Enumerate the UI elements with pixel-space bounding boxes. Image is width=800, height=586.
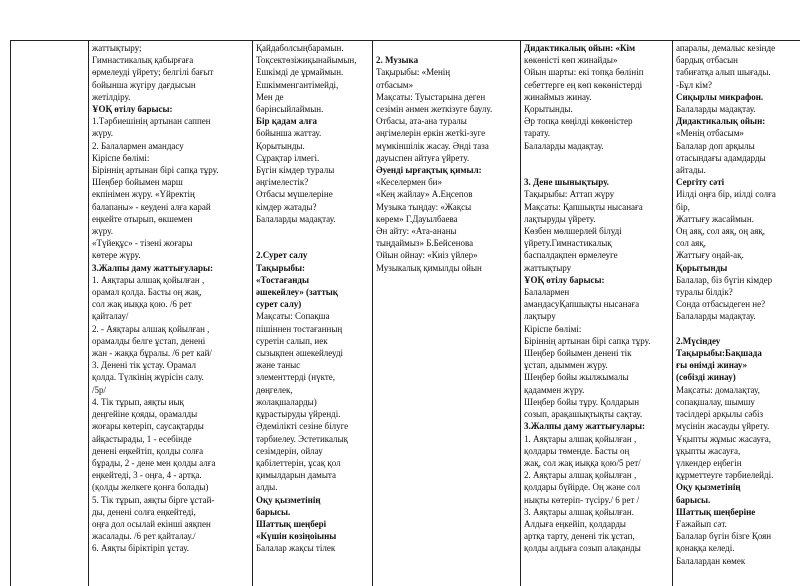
text-line: мүсінін жасауды үйрету.	[676, 421, 770, 432]
text-line: тарату.	[524, 128, 550, 139]
text-line: Жаттығу оңай-ақ.	[676, 250, 744, 261]
text-line: Балалардан көмек	[676, 555, 746, 566]
text-line: көрем» Г.Дауылбаева	[376, 213, 458, 224]
text-line: Шеңбер бойы жылжымалы	[524, 372, 629, 383]
text-line: 3. Денені тік ұстау. Орамал	[92, 360, 197, 371]
column-1	[89, 41, 253, 586]
text-line: жаттықтыру;	[92, 43, 142, 53]
text-line: жаттықтыру	[524, 262, 572, 273]
text-line: Музыка тыңдау: «Жақсы	[376, 201, 472, 212]
text-line: жолақшаларды)	[256, 396, 317, 407]
text-line: Ән айту: «Ата-ананы	[376, 226, 457, 237]
text-line: көтере жүру.	[92, 250, 141, 261]
text-line: бұрады, 2 - дене мен қолды алға	[92, 457, 216, 468]
text-line: дөңгелек,	[256, 384, 293, 395]
text-line: тыңдаймыз» Б.Бейсенова	[376, 238, 474, 249]
text-line: денені еңкейтіп, қолды солға	[92, 445, 204, 456]
text-line: Бүгін кімдер туралы	[256, 165, 335, 176]
text-line: созып, арақашықтықты сақтау.	[524, 409, 643, 420]
text-line: тәрбиелеу. Эстетикалық	[256, 433, 349, 444]
text-line: ҰОҚ өтілу барысы:	[92, 104, 173, 115]
text-line: өрмелеуді үйрету; белгілі бағыт	[92, 67, 214, 78]
text-line: 3. Аяқтары алшақ қойылған.	[524, 506, 634, 517]
text-line: 1. Аяқтары алшақ қойылған ,	[92, 274, 205, 285]
document-table	[10, 40, 800, 586]
text-line: екпінімен жүру. «Үйректің	[92, 189, 195, 200]
text-line: қайталау/	[92, 311, 129, 322]
text-line: сызықпен әшекейлеуді	[256, 348, 344, 359]
text-line: жетілдіру.	[92, 91, 131, 102]
text-line	[524, 152, 669, 164]
text-line: Біріннің артынан бірі сапқа тұру.	[524, 335, 651, 346]
text-line: туралы білдік?	[676, 287, 733, 298]
text-line: -Бұл кім?	[676, 79, 712, 90]
text-line: «Кеселермен би»	[376, 177, 442, 188]
text-line: «Күшін көзіңоіыны	[256, 531, 337, 542]
text-line: Алдыға еңкейіп, қолдарды	[524, 518, 626, 529]
text-line: тәсілдері арқылы сәбіз	[676, 409, 764, 420]
text-line: жоғары көтеріп, саусақтарды	[92, 421, 204, 432]
text-line: ды, денені солға еңкейтеді,	[92, 506, 196, 517]
text-line: бойынша жаттау.	[256, 128, 322, 139]
text-line: Музыкалық қимылды ойын	[376, 262, 482, 273]
text-line: Сергіту сәті	[676, 177, 725, 188]
text-line: ұстап, адыммен жүру.	[524, 360, 608, 371]
text-line: Балаларды мадақтау.	[256, 213, 336, 224]
text-line: Қайдаболсыңбарамын.	[256, 43, 344, 53]
text-line: сол жақ иыққа қою. /6 рет	[92, 299, 192, 310]
text-line: апаралы, демалыс кезінде	[676, 43, 776, 53]
text-line: Отбасы, ата-ана туралы	[376, 116, 467, 127]
text-line: бәрінсыйлаймын.	[256, 104, 324, 115]
text-line: элементтерді (нүкте,	[256, 372, 336, 383]
text-line: бір,	[676, 201, 690, 212]
text-line: Әдемілікті сезіне білуге	[256, 421, 349, 432]
text-line: Мақсаты: домалақтау,	[676, 384, 760, 395]
text-line: Ешкімді де ұрмаймын.	[256, 67, 344, 78]
text-line: 2. Балалармен амандасу	[92, 140, 184, 151]
text-line: нықты көтеріп- түсіру./ 6 рет /	[524, 494, 640, 505]
text-line: дауыспен айтуға үйрету.	[376, 152, 470, 163]
text-line: барысы.	[676, 494, 711, 505]
text-line: артқа тарту, денені тік ұстап,	[524, 531, 635, 542]
text-line: Тақырыбы:	[256, 262, 306, 273]
text-line: Тақырыбы:Бақшада	[676, 348, 762, 359]
text-line: сезімдерін, ойлау	[256, 445, 323, 456]
text-line: Гимнастикалық қабырғаға	[92, 55, 194, 66]
text-line: Ойын ойнау: «Киіз үйлер»	[376, 250, 478, 261]
text-line: әңгімелерін еркін жетki-зуге	[376, 128, 486, 139]
text-line: 1. Аяқтары алшақ қойылған ,	[524, 433, 637, 444]
text-line: (қолды желкеге қонға болады)	[92, 482, 209, 493]
text-line: Ешкімменгантімейді,	[256, 79, 339, 90]
text-line: Шеңбер бойымен денені тік	[524, 348, 632, 359]
text-line: қимылдарын дамыта	[256, 470, 336, 481]
text-line: Мақсаты: Сопақша	[256, 311, 330, 322]
text-line: үйрету.Гимнастикалық	[524, 238, 612, 249]
text-line: Сиқырлы микрафон.	[676, 91, 764, 102]
text-line: пішіннен тостағанның	[256, 323, 343, 334]
text-line: жүру.	[92, 128, 113, 139]
text-line: Көзбен мөлшерлей білуді	[524, 226, 622, 237]
text-line: деңгейіне қояды, орамалды	[92, 409, 198, 420]
text-line: амандасуҚапшықты нысанаға	[524, 299, 640, 310]
text-line: Қорытынды	[676, 262, 728, 273]
text-line: балапаны» - кеудені алға карай	[92, 201, 211, 212]
text-line: ғы өнімді жинау»	[676, 360, 748, 371]
text-line: Мақсаты: Қапшықты нысанаға	[524, 201, 643, 212]
text-line: айқастырады, 1 - есебінде	[92, 433, 192, 444]
text-line: Ұқыпты жұмыс жасауға,	[676, 433, 771, 444]
text-line: себеттерге ең көп көкөністерді	[524, 79, 643, 90]
text-line: (сөбізді жинау)	[676, 372, 736, 383]
text-line: баспалдақпен өрмелеуге	[524, 250, 618, 261]
text-line: /5р/	[92, 384, 107, 395]
text-line: үлкендер еңбегін	[676, 457, 742, 468]
text-line: Әуенді ырғақтық қимыл:	[376, 165, 482, 176]
text-line: Тоқсектөзіжиқынайымын,	[256, 55, 357, 66]
text-line: сол аяқ,	[676, 238, 706, 249]
text-line: құрметтеуге тәрбиелейді.	[676, 470, 774, 481]
text-line: отасындағы адамдарды	[676, 152, 766, 163]
text-line: Біріннің артынан бірі сапқа тұру.	[92, 165, 219, 176]
text-line: «Кең жайлау» А.Еңсепов	[376, 189, 473, 200]
text-line: жан - жаққа бұралы. /6 рет кай/	[92, 348, 212, 359]
text-line: 2. Аяқтары алшақ қойылған ,	[524, 470, 637, 481]
text-line: көкөністі көп жинайды»	[524, 55, 618, 66]
text-line: еңкейте отырып, өкшемен	[92, 213, 193, 224]
text-line: 2.Мүсіндеу	[676, 335, 721, 346]
text-line: «Тостағанды	[256, 274, 309, 285]
text-line: Балалар, біз бүгін кімдер	[676, 274, 773, 285]
text-line: Балаларды мадақтау.	[676, 311, 756, 322]
text-line	[256, 237, 369, 249]
column-4	[521, 41, 673, 586]
text-line: қолдары бүйірде. Оң және сол	[524, 482, 641, 493]
text-line: лақтыруды үйрету.	[524, 213, 596, 224]
column-0	[11, 41, 89, 586]
text-line: кімдер жатады?	[256, 201, 317, 212]
text-line: Кіріспе бөлімі:	[524, 323, 582, 334]
text-line: алды.	[256, 482, 278, 493]
text-line: Дидактикалық ойын: «Кім	[524, 43, 636, 53]
text-line: 2. - Аяқтары алшақ қойылған ,	[92, 323, 210, 334]
text-line: Мен де	[256, 91, 284, 102]
text-line: 5. Тік тұрып, аяқты бірге ұстай-	[92, 494, 215, 505]
text-line: Балалар жақсы тілек	[256, 543, 336, 554]
text-line	[376, 42, 517, 54]
text-line: Оқу қызметінің	[676, 482, 741, 493]
text-line: орамал қолда. Басты оң жақ,	[92, 287, 202, 298]
text-line: жақ, сол жақ иыққа қою/5 рет/	[524, 457, 641, 468]
text-line: сурет салу)	[256, 299, 302, 310]
text-line: Иілді оңға бір, иілді солға	[676, 189, 776, 200]
text-line: жасалады. /6 рет қайталау./	[92, 531, 196, 542]
text-line: «Менің отбасым»	[676, 128, 744, 139]
text-line: 3.Жалпы даму жаттығулары:	[92, 262, 214, 273]
text-line: Сонда отбасыдеген не?	[676, 299, 766, 310]
text-line: Отбасы мүшелеріне	[256, 189, 333, 200]
text-line: Қорытынды.	[256, 140, 305, 151]
text-line: ҰОҚ өтілу барысы:	[524, 274, 605, 285]
text-line: Оң аяқ, сол аяқ, оң аяқ,	[676, 226, 766, 237]
text-line: оңға дол осылай екінші аяқпен	[92, 518, 211, 529]
text-line: орамалды белге ұстап, денені	[92, 335, 206, 346]
text-line: Ойын шарты: екі топқа бөлініп	[524, 67, 644, 78]
column-2	[253, 41, 373, 586]
column-3	[373, 41, 521, 586]
text-line: 2. Музыка	[376, 55, 419, 66]
text-line: әңгімелестік?	[256, 177, 309, 188]
text-line: Тақырыбы: «Менің	[376, 67, 451, 78]
text-line: Ғажайып сәт.	[676, 518, 727, 529]
text-line: жинаймыз жинау.	[524, 91, 592, 102]
text-line: қолдары төменде. Басты оң	[524, 445, 630, 456]
text-line: Балаларды мадақтау.	[524, 140, 604, 151]
text-line: құрастыруды үйренді.	[256, 409, 341, 420]
text-line: еңкейтеді, 3 - оңға, 4 - артқа.	[92, 470, 202, 481]
text-line: Тақырыбы: Аттап жүру	[524, 189, 615, 200]
text-line: Әр топқа көңілді көкөністер	[524, 116, 633, 127]
text-line: барысы.	[256, 506, 291, 517]
text-line: сезімін әнмен жеткізуге баулу.	[376, 104, 493, 115]
text-line: «Түйеқұс» - тізені жоғары	[92, 238, 193, 249]
text-line: Қорытынды.	[524, 104, 573, 115]
text-line: лақтыру	[524, 311, 556, 322]
text-line: Шаттық шеңбері	[256, 518, 327, 529]
text-line: қабілеттерін, ұсақ қол	[256, 457, 341, 468]
text-line: Шеңбер бойымен марш	[92, 177, 183, 188]
text-line: отбасым»	[376, 79, 414, 90]
text-line: жүру.	[92, 226, 113, 237]
text-line: 4. Тік тұрып, аяқты иық	[92, 396, 184, 407]
column-5	[673, 41, 800, 586]
text-line: айтады.	[676, 165, 706, 176]
text-line: бардық отбасын	[676, 55, 738, 66]
text-line: ұқыпты жасауға,	[676, 445, 741, 456]
text-line: және таныс	[256, 360, 301, 371]
text-line: 1.Тәрбиешінің артынан саппен	[92, 116, 211, 127]
text-line	[256, 225, 369, 237]
text-line: Кіріспе бөлімі:	[92, 152, 150, 163]
text-line: әшекейлеу» (заттық	[256, 287, 338, 298]
text-line: Сұрақтар ілмегі.	[256, 152, 320, 163]
text-line: қолды алдыға созып алақанды	[524, 543, 641, 554]
text-line: 3.Жалпы даму жаттығулары:	[524, 421, 646, 432]
text-line: 2.Сурет салу	[256, 250, 308, 261]
text-line: қонаққа келеді.	[676, 543, 735, 554]
text-line: табиғатқа алып шығады.	[676, 67, 771, 78]
text-line: қадаммен жүру.	[524, 384, 585, 395]
text-line: мүмкіншілік жасау. Әнді таза	[376, 140, 489, 151]
text-line: Мақсаты: Туыстарына деген	[376, 91, 486, 102]
text-line: Бір қадам алға	[256, 116, 318, 127]
text-line: Балалармен	[524, 287, 570, 298]
text-line: Жаттығу жасаймын.	[676, 213, 754, 224]
text-line: Дидактикалық ойын:	[676, 116, 766, 127]
text-line: Шеңбер бойы тұру. Қолдарын	[524, 396, 640, 407]
text-line: Балалар доп арқылы	[676, 140, 755, 151]
text-line: Балалар бүгін бізге Қоян	[676, 531, 772, 542]
text-line	[676, 323, 797, 335]
text-line: сопақшалау, шымшу	[676, 396, 755, 407]
text-line: Оқу қызметінің	[256, 494, 321, 505]
text-line: суретін салып, иек	[256, 335, 328, 346]
text-line: қолда. Түлкінің жүрісін салу.	[92, 372, 204, 383]
text-line: Шаттық шеңберіне	[676, 506, 756, 517]
text-line: 3. Дене шынықтыру.	[524, 177, 609, 188]
text-line: 6. Аяқты біріктіріп ұстау.	[92, 543, 190, 554]
text-line	[524, 164, 669, 176]
text-line: Балаларды мадақтау.	[676, 104, 756, 115]
text-line: бойынша жүгіру дағдысын	[92, 79, 196, 90]
